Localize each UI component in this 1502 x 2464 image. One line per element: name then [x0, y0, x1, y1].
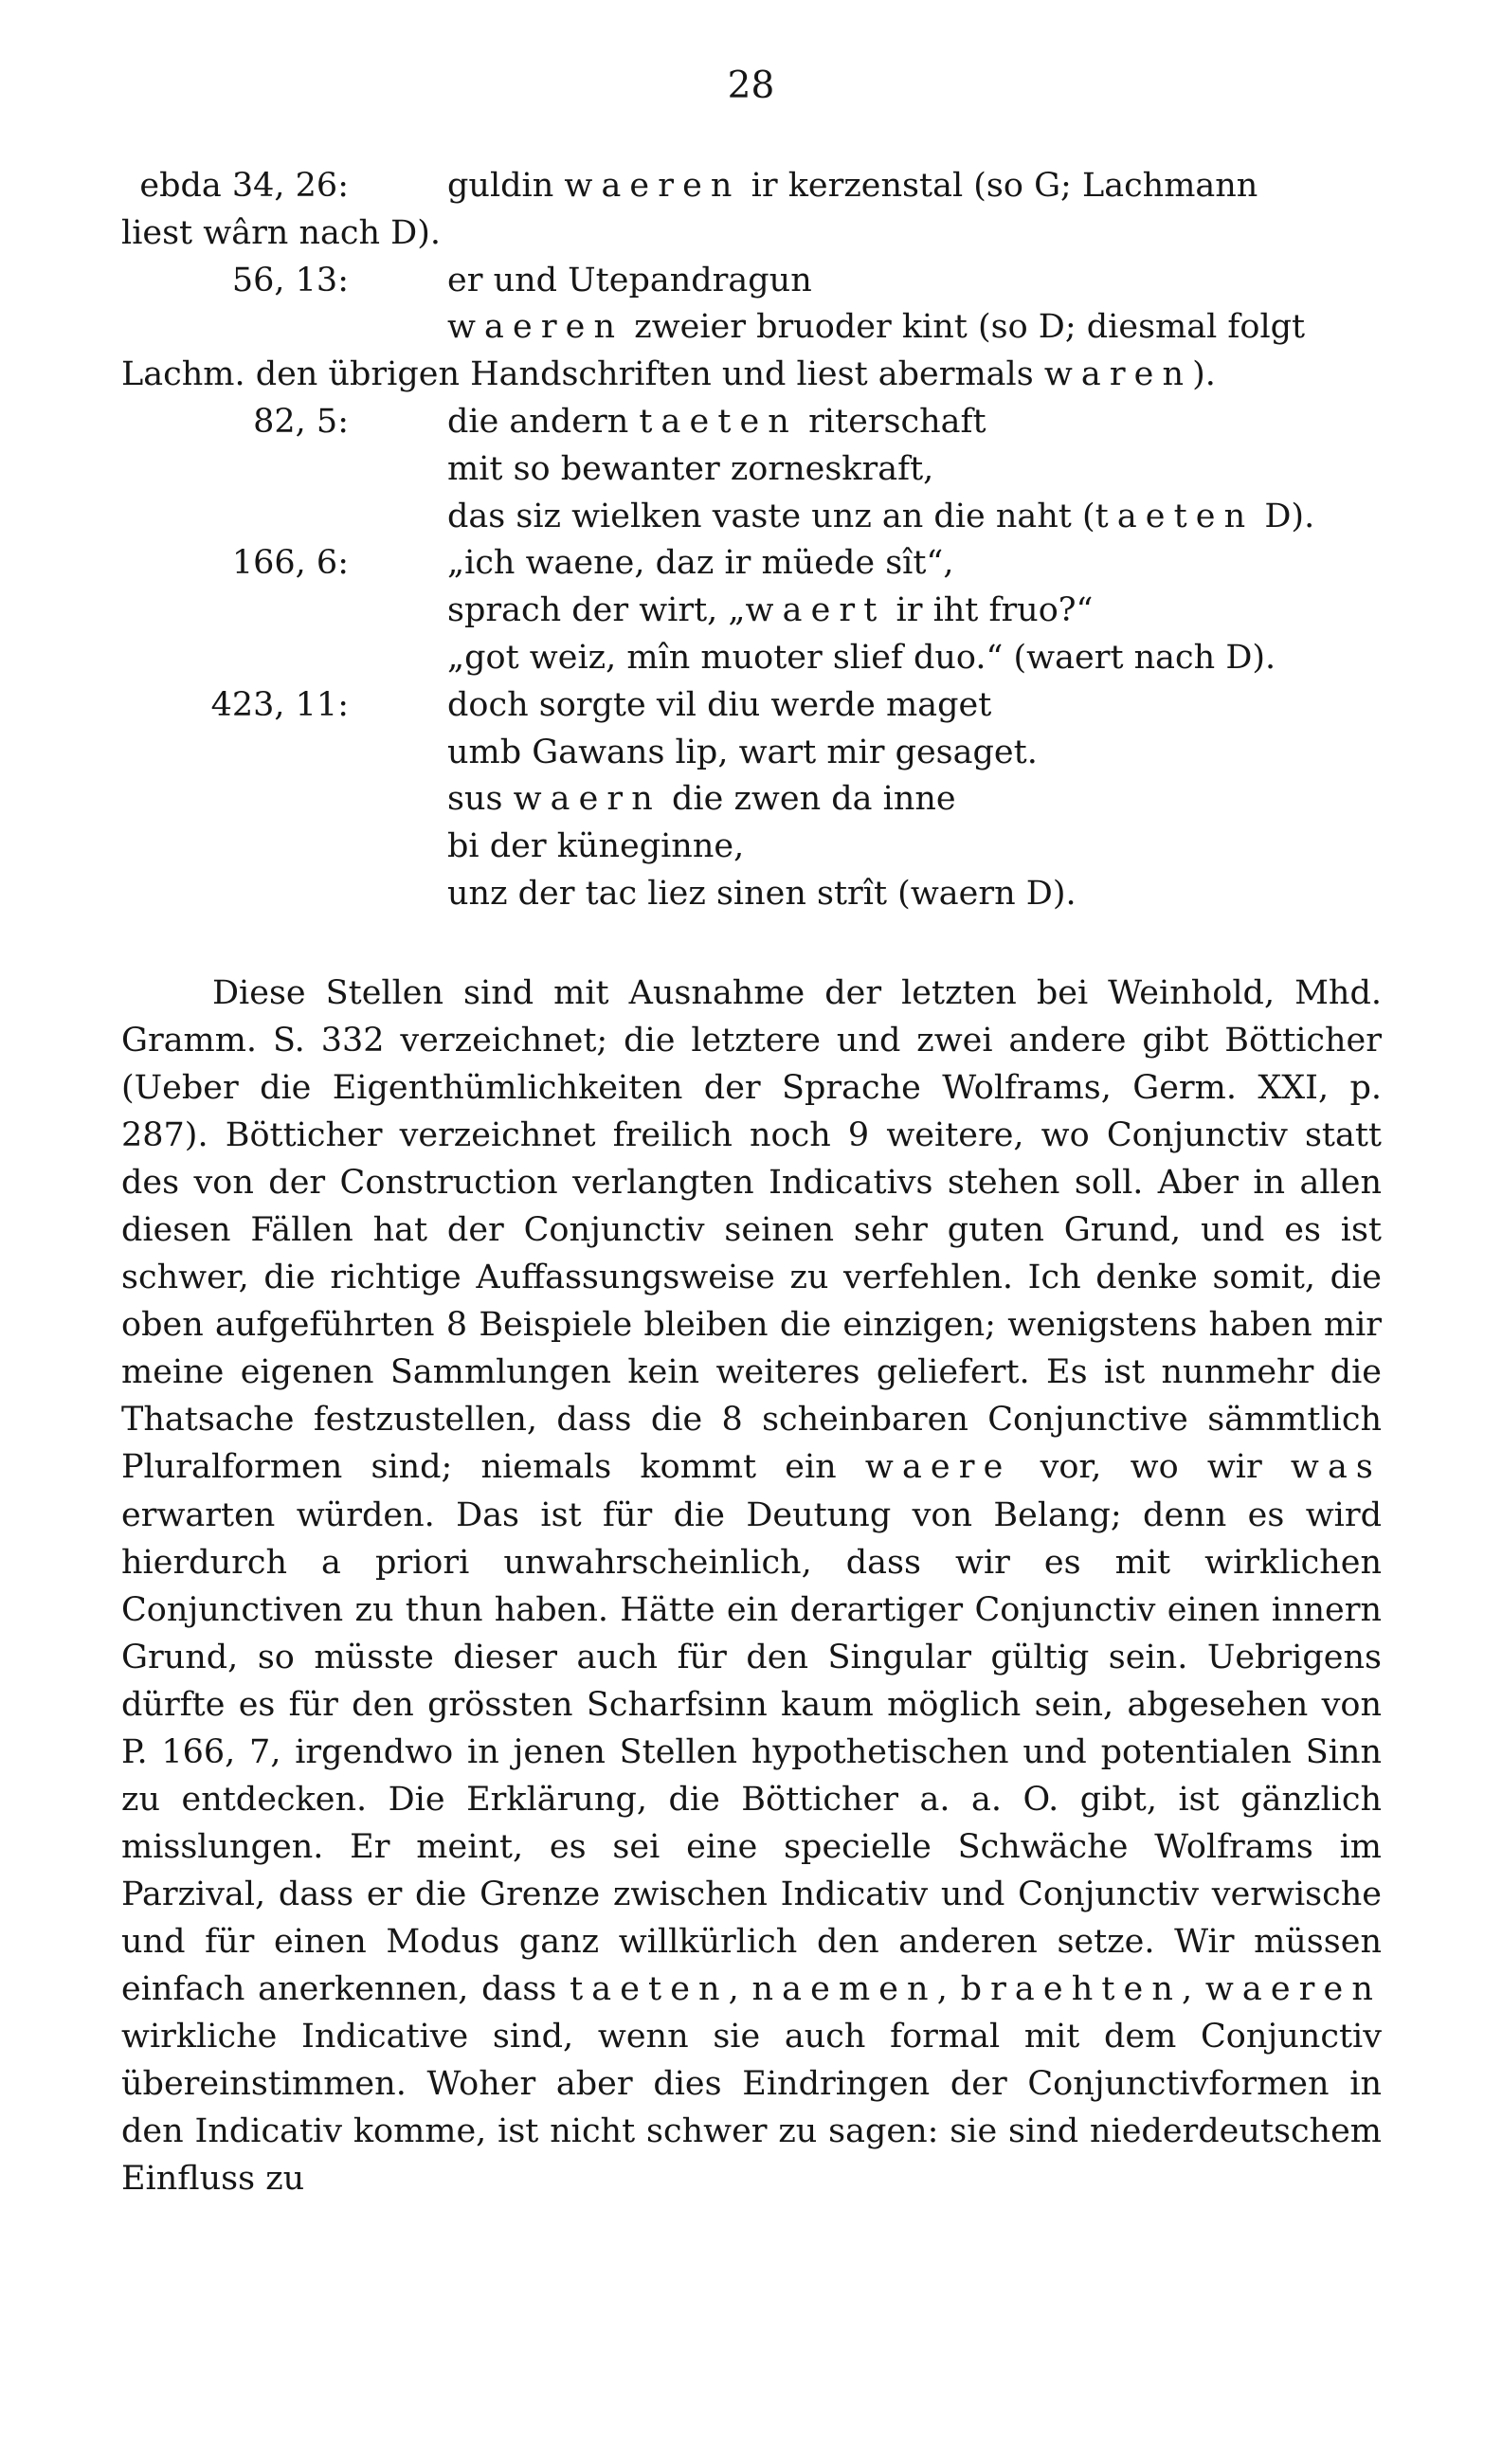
- paragraph-text: Diese Stellen sind mit Ausnahme der letzten bei Weinhold, Mhd. Gramm. S. 332 verzeichnet; die letztere und zwei andere gibt Bötticher (Ueber die Eigenthümlichkeiten der Sprache Wolframs, Germ. XXI, p. 287). Bötticher verzeichnet freilich noch 9 weitere, wo Conjunctiv statt des von der Construction verlangten Indicativs stehen soll. Aber in allen diesen Fällen hat der Conjunctiv seinen sehr guten Grund, und es ist schwer, die richtige Auffassungsweise zu verfehlen. Ich denke somit, die oben aufgeführten 8 Beispiele bleiben die einzigen; wenigstens haben mir meine eigenen Sammlungen kein weiteres geliefert. Es ist nunmehr die Thatsache festzustellen, dass die 8 scheinbaren Conjunctive sämmtlich Pluralformen sind; niemals kommt ein: [121, 974, 1382, 1487]
- verse-text: doch sorgte vil diu werde maget: [447, 685, 992, 724]
- citation-line: [121, 776, 1382, 824]
- citation-verse: [447, 540, 953, 588]
- paragraph-text: wirkliche Indicative sind, wenn sie auch formal mit dem Conjunctiv übereinstimmen. Woher aber dies Eindringen der Conjunctivformen in den Indicativ komme, ist nicht schwer zu sagen: sie sind niederdeutschem Einfluss zu: [121, 2018, 1382, 2199]
- spaced-word: waren: [1043, 355, 1193, 394]
- citation-line: [121, 635, 1382, 682]
- spaced-word: taeten: [639, 402, 798, 441]
- verse-text: die zwen da inne: [661, 780, 956, 819]
- paragraph-text: erwarten würden. Das ist für die Deutung von Belang; denn es wird hierdurch a priori unwahrscheinlich, dass wir es mit wirklichen Conjunctiven zu thun haben. Hätte ein derartiger Conjunctiv einen innern Grund, so müsste dieser auch für den Singular gültig sein. Uebrigens dürfte es für den grössten Scharfsinn kaum möglich sein, abgesehen von P. 166, 7, irgendwo in jenen Stellen hypothetischen und potentialen Sinn zu entdecken. Die Erklärung, die Bötticher a. a. O. gibt, ist gänzlich misslungen. Er meint, es sei eine specielle Schwäche Wolframs im Parzival, dass er die Grenze zwischen Indicativ und Conjunctiv verwische und für einen Modus ganz willkürlich den anderen setze. Wir müssen einfach anerkennen, dass: [121, 1495, 1382, 2008]
- citation-line: [121, 730, 1382, 777]
- citation-verse: [447, 494, 1314, 541]
- verse-text: umb Gawans lip, wart mir gesaget.: [447, 733, 1038, 771]
- citation-line: [121, 258, 1382, 305]
- verse-text: D).: [1254, 497, 1315, 535]
- verse-text: die andern: [447, 402, 640, 441]
- citation-line: [121, 682, 1382, 730]
- spaced-word: taeten: [570, 1969, 729, 2008]
- citation-verse: [447, 258, 812, 305]
- spaced-word: taeten: [1095, 497, 1255, 535]
- citation-block: [121, 163, 1382, 918]
- verse-text: er und Utepandragun: [447, 261, 812, 299]
- spaced-word: waert: [745, 591, 886, 630]
- citation-line: [121, 399, 1382, 446]
- citation-reference: ebda 34, 26:: [139, 167, 349, 205]
- verse-text: unz der tac liez sinen strît (waern D).: [447, 874, 1077, 913]
- paragraph-text: ,: [728, 1969, 752, 2008]
- verse-text: sus: [447, 780, 514, 819]
- verse-text: bi der küneginne,: [447, 827, 745, 866]
- citation-reference: 166, 6:: [231, 544, 349, 583]
- citation-line: [121, 494, 1382, 541]
- citation-line: [121, 540, 1382, 588]
- verse-text: das siz wielken vaste unz an die naht (: [447, 497, 1095, 535]
- citation-verse: [447, 304, 1305, 352]
- continuation-text: [121, 352, 1216, 399]
- citation-verse: [447, 635, 1276, 682]
- citation-verse: [447, 871, 1077, 918]
- spaced-word: waeren: [1204, 1969, 1382, 2008]
- spaced-word: waeren: [447, 308, 624, 347]
- citation-line: [121, 588, 1382, 635]
- citation-reference: 56, 13:: [231, 261, 349, 299]
- continuation-text: liest wârn nach D).: [121, 213, 441, 252]
- verse-text: sprach der wirt, „: [447, 591, 746, 630]
- verse-text: zweier bruoder kint (so D; diesmal folgt: [624, 308, 1306, 347]
- citation-continuation: [121, 352, 1382, 399]
- citation-verse: [447, 682, 991, 730]
- spaced-word: was: [1290, 1448, 1382, 1487]
- spaced-word: braehten: [960, 1969, 1182, 2008]
- citation-line: [121, 163, 1382, 210]
- paragraph-text: ,: [1181, 1969, 1205, 2008]
- citation-verse: [447, 163, 1258, 210]
- citation-verse: [447, 588, 1093, 635]
- spaced-word: waern: [513, 780, 661, 819]
- verse-text: „got weiz, mîn muoter slief duo.“ (waert nach D).: [447, 638, 1276, 677]
- body-paragraph: [121, 969, 1382, 2202]
- continuation-part: Lachm. den übrigen Handschriften und liest abermals: [121, 355, 1044, 394]
- citation-verse: [447, 399, 986, 446]
- citation-verse: [447, 730, 1038, 777]
- verse-text: guldin: [447, 167, 565, 205]
- citation-verse: [447, 776, 956, 824]
- citation-line: [121, 871, 1382, 918]
- citation-reference: 423, 11:: [210, 685, 349, 724]
- citation-continuation: [121, 210, 1382, 258]
- citation-verse: [447, 824, 744, 871]
- citation-line: [121, 304, 1382, 352]
- verse-text: riterschaft: [797, 402, 986, 441]
- paragraph-text: vor, wo wir: [1011, 1448, 1291, 1487]
- verse-text: „ich waene, daz ir müede sît“,: [447, 544, 954, 583]
- verse-text: ir kerzenstal (so G; Lachmann: [740, 167, 1258, 205]
- citation-line: [121, 446, 1382, 494]
- citation-line: [121, 824, 1382, 871]
- spaced-word: waere: [864, 1448, 1012, 1487]
- paragraph-text: ,: [936, 1969, 961, 2008]
- verse-text: mit so bewanter zorneskraft,: [447, 449, 934, 488]
- body-paragraph-container: [121, 969, 1382, 2202]
- citation-reference: 82, 5:: [253, 402, 349, 441]
- spaced-word: waeren: [564, 167, 741, 205]
- verse-text: ir iht fruo?“: [885, 591, 1094, 630]
- continuation-part: ).: [1192, 355, 1216, 394]
- page-number: 28: [727, 64, 775, 107]
- citation-verse: [447, 446, 933, 494]
- spaced-word: naemen: [751, 1969, 937, 2008]
